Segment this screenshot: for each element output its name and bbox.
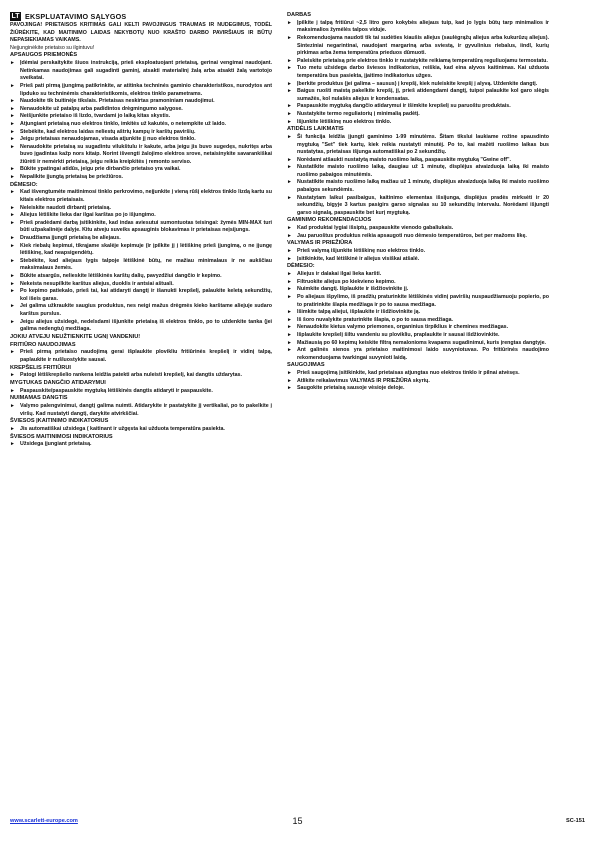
list-item: ► Išimkite talpą aliejui, išplaukite ir išdžiovinkite ją. — [287, 309, 549, 317]
list-item: ► Naudokite tik buitinėje tikslais. Prietaisas neskirtas pramoniniam naudojimui. — [10, 98, 272, 106]
list-item: ► Prieš pirmą prietaiso naudojimą gerai išplaukite plovikliu fritiūrinės krepšelį ir vidinį talpą, paplaukite ir nušluostykite sausai. — [10, 349, 272, 364]
list-item: ► Prieš valymą išjunkite lėtiškinę nuo elektros tinklo. — [287, 248, 549, 256]
operation-list — [287, 20, 549, 126]
list-item: ► Jeigu prietaisas nenaudojamas, visada atjunkite jį nuo elektros tinklo. — [10, 136, 272, 144]
danger-warning: PAVOJINGA! PRIETAISOS KRITIMAS GALI KELTI PAVOJINGUS TRAUMAS IR NUDEGIMUS, TODĖL ŽIŪRĖKITE, KAD MAITINIMO LAIDAS NEKYBOTŲ NUO KRAŠTO DARBO PAVIRŠIAUS IR BŪTŲ NEPASIEKIAMAS VAIKAMS. — [10, 22, 272, 44]
list-item: ► Išjunkite lėtiškinę nuo elektros tinklo. — [287, 119, 549, 127]
right-column — [287, 12, 549, 393]
extension-cord-note: Neįjunginėkite prietaiso su ilgintuvu! — [10, 44, 95, 51]
section-title-row — [10, 12, 272, 21]
timer-list — [287, 134, 549, 218]
heading-removable-lid: NUIMAMAS DANGTIS — [10, 395, 68, 402]
list-item: ► Mažiausią po 60 kepimų keiskite filtrą nemalonioms kvapams sugadinimui, kuris įrengtas dangtyje. — [287, 340, 549, 348]
list-item: ► Išplaukite krepšelį šiltu vandeniu su plovikliu, praplaukite ir sausai išdžiovinkite. — [287, 332, 549, 340]
list-item: ► Nenaudokite už patalpų arba padidintos drėgmingumo salygose. — [10, 106, 272, 114]
list-item: ► Įsitikinkite, kad lėtiškinė ir aliejus visiškai atšalė. — [287, 256, 549, 264]
list-item: ► Prieš saugojimą įsitikinkite, kad prietaisas atjungtas nuo elektros tinklo ir pilnai atvėsęs. — [287, 370, 549, 378]
heading-operation: DARBAS — [287, 12, 311, 18]
list-item: ► Būkite atsargūs, nelieskite lėtiškinės karštų dalių, pavyzdžiui dangčio ir kepimo. — [10, 273, 272, 281]
heading-power-indicator: ŠVIESOS MAITINIMOSI INDIKATORIUS — [10, 433, 113, 440]
list-item: ► Paspauskite mygtuką dangčio atidarymui ir išimkite krepšelį su paruoštu produktais. — [287, 103, 549, 111]
list-item: ► Patogi lėtiškrepšelio rankena leidžia patekti arba nuleisti krepšelį, kai dangtis uždarytas. — [10, 372, 272, 380]
heating-indicator-list — [10, 426, 272, 434]
lid-button-list — [10, 388, 272, 396]
list-item: ► Kiek riebalų kepimui, tikrąjame skalėje kepimuje (ir įpilkite jį į lėtiškinę prieš įjungimą, o ne įjungę lėtiškinę, kad neapsigendėtų. — [10, 243, 272, 258]
list-item: ► Nustatykite termo reguliatorių į minimalią padėtį. — [287, 111, 549, 119]
list-item: ► Paleiskite prietaisą prie elektros tinklo ir nustatykite reikiamą temperatūrą reguliuojamu termostatu. — [287, 58, 549, 66]
list-item: ► Užsidega įjungiant prietaisą. — [10, 441, 272, 449]
list-item: ► Valymo palengvinimui, dangtį galima nuimti. Atidarykite ir pastatykite jį vertikaliai, po to pakelkite į viršų. Kad nustatyti dangtį, darykite atvirkščiai. — [10, 403, 272, 418]
list-item: ► Saugokite prietaisą sausoje vėsioje deloje. — [287, 385, 549, 393]
heading-fryer-use: FRITIŪRO NAUDOJIMAS — [10, 341, 76, 348]
fryer-use-list — [10, 349, 272, 364]
list-item: ► Nenaudokite kietus valymo priemones, organinius tirpiklius ir chemines medžiagas. — [287, 324, 549, 332]
cooking-tips-list — [287, 225, 549, 240]
list-item: ► Įpilkite į talpą fritiūrui ~2,5 litro gero kokybės aliejaus tuip, kad jo lygis būtų tarp minimalios ir maksimalios žymėlės talpos viduje. — [287, 20, 549, 35]
list-item: ► Kad produktai lygiai išsiptų, paspauskite vienodo gabaliukais. — [287, 225, 549, 233]
list-item: ► Neišjunkite prietaiso iš lizdo, tvardami jo laiką kitas skystis. — [10, 113, 272, 121]
page-footer — [10, 818, 585, 830]
list-item: ► Atlikite reikalavimus VALYMAS IR PRIEŽIŪRA skyrių. — [287, 378, 549, 386]
list-item: ► Nepalikite įjungtą prietaisą be priežiūros. — [10, 174, 272, 182]
list-item: ► Nenaudokite prietaisą su sugadintu vilukštulu ir kakute, arba jeigu jis buvo sugedęs, nukritęs arba buvo įgadintas kažp nors kitaip. Norint išvengti žalojimo elektros srove, netaisinykite savarankiškai žiūrėti ir nemėrkti prietaisą, jeigu reikia kreipkitės į remonto serviso. — [10, 144, 272, 167]
list-item: ► Nustatikite maisto ruošimo laiką mažiau už 1 minutę, displėjus atvaizduoja laiką iki maisto ruošimo pabaigos sekundėmis. — [287, 179, 549, 194]
list-item: ► Nustatytam laikui pasibaigus, kaitinimo elementas išsijunga, displėjus pradės mirksėti ir 20 sekundžių, bigyje 3 kartus pasigirs garso signalas su 10 sekundžių intervalu. Norėdami išjungti garso signalą, paspauskite bet kurį mygtuką. — [287, 195, 549, 218]
list-item: ► Būkite ypatingai atidūs, jeigu prie dirbančio prietaiso yra vaikai. — [10, 166, 272, 174]
heading-heating-indicator: ŠVIESOS ĮKAITINIMO INDIKATORIUS — [10, 418, 109, 425]
heading-lid-button: MYGTUKAS DANGČIO ATIDARYMUI — [10, 379, 106, 386]
list-item: ► Aliejus lėtiškite lieka dar ilgai karštas po jo išjungimo. — [10, 212, 272, 220]
list-item: ► Prieš pati pirmą įjungimą patikrinkite, ar atitinka techninės gaminio charakteristikos, nurodytos ant lipduko su techninėmis charakteristikomis, elektros tinklo parametrams. — [10, 83, 272, 98]
heading-attention-2: DĖMESIO: — [287, 263, 315, 270]
website-link[interactable]: www.scarlett-europe.com — [10, 818, 78, 824]
list-item: ► Po aliejaus išpylimo, iš pradžių praturinkite lėtiškinės vidinį paviršių nuspaudžiamuoju popierio, po to pratirinkite šlapia medžiaga ir po to sausa medžiaga. — [287, 294, 549, 309]
list-item: ► Įberkite produktus (jei galima – sausus) į krepšį, kiek nuleiskite krepšį į alyvą. Uždenkite dangtį. — [287, 81, 549, 89]
list-item: ► Neleiskite naudoti dirbantį prietaisą. — [10, 205, 272, 213]
model-number: SC-151 — [566, 818, 585, 824]
list-item: ► Nuimkite dangtį. Išplaukite ir išdžiovinkite jį. — [287, 286, 549, 294]
list-item: ► Įdėmiai perskaitykite šiuos instrukciją, prieš eksploatuojant prietaisą, gerinai vengimai naudojant. Netinkamas naudojimas gali sugadinti gaminį, atsakti materialinį žalą arba atsakti žalą vartotojo sveikatai. — [10, 60, 272, 83]
list-item: ► Nekeista nesupilkite karštus aliejus, duoklis ir antsiai aštuali. — [10, 281, 272, 289]
list-item: ► Prieš pradėdami darbą įsitikinkite, kad indas aviesutui sumontuotas teisingai: žymės MIN-MAX turi būti užpakalinėje dalyje. Kitu atveju suveiks apsauginis blokavimas ir prietaisas neįsijungs. — [10, 220, 272, 235]
heading-safety-measures: APSAUGOS PRIEMONĖS — [10, 52, 78, 59]
heading-cleaning: VALYMAS IR PRIEŽIŪRA — [287, 240, 353, 247]
list-item: ► Ant galinės sienos yra prietaiso maitinimosi laido suvyniotuvas. Po fritiūrinės naudojimo rekomenduojama tvarkingai suvynioti laidą. — [287, 347, 549, 362]
list-item: ► Stebėkite, kad aliejaus lygis talpoje lėtiškinė būtų, ne mažiau minimalaus ir ne aukščiau maksimalaus žemės. — [10, 258, 272, 273]
list-item: ► Tuo metu užsidega darbo šviesos indikatorius, reiškia, kad eina alyvos kaitinimas. Kai užduota temperatūra bus pasiekta, įjaitimo indikatorius užges. — [287, 65, 549, 80]
cleaning-list — [287, 248, 549, 263]
storage-list — [287, 370, 549, 393]
heading-storage: SAUGOJIMAS — [287, 362, 325, 369]
basket-list — [10, 372, 272, 380]
list-item: ► Po kepimo patiekalo, prieš tai, kai atidaryti dangtį ir išanukti krepšelį, palaukite keletą sekundžių, kol išeis garas. — [10, 288, 272, 303]
list-item: ► Jis automatiškai užsidega ( kaitinant ir užgęsta kai užduota temperatūra pasiekta. — [10, 426, 272, 434]
heading-no-water: JOKIU ATVEJU NEUŽTIENKITE UGNĮ VANDENIU! — [10, 333, 141, 340]
power-indicator-list — [10, 441, 272, 449]
attention-list — [10, 189, 272, 333]
attention-list-2 — [287, 271, 549, 362]
heading-cooking-tips: GAMINIMO REKOMENDACIJOS — [287, 217, 372, 224]
list-item: ► Nustatikite maisto ruošimo laiką, daugiau už 1 minutę, displėjus atvaizduoja laiką iki maisto ruošimo pabaigos minutėmis. — [287, 164, 549, 179]
list-item: ► Rekomenduojama naudoti tik tai sudėties kiaušis aliejus (saulėgrąžų aliejus arba kukurūzų aliejus). Sinteziniai negarintinai, naudojant margariną arba sviestą, ir gyvulinius riebalus, iindl, kurių pirkimas arba žema temperatūra prieduos dūmuoti. — [287, 35, 549, 58]
heading-basket: KREPŠELIS FRITIŪRUI — [10, 364, 71, 371]
list-item: ► Draudžiama įjungti prietaisą be aliejaus. — [10, 235, 272, 243]
list-item: ► Filtruokite aliejus po kiekvieno kepimo. — [287, 279, 549, 287]
list-item: ► Atjungiant prietaisą nuo elektros tinklo, imkitės už kakutės, o netempkite už laido. — [10, 121, 272, 129]
list-item: ► Ši funkcija leidžia įjungti gaminimo 1-99 minutėms. Šitam tikslui laukiame rožine spausdinto mygtuką "Set" tiek kartų, kiek reikia nustatyti minutėj. Po to, kai mažėti ruošimo laikas bus nustatytas, prietaisas išjunga automatiškai po 2 sekundžių. — [287, 134, 549, 157]
safety-list — [10, 60, 272, 182]
list-item: ► Norėdami atšaukti nustatytą maisto ruošimo laiką, paspauskite mygtuką "Gwine off". — [287, 157, 549, 165]
list-item: ► Aliejus ir dalakai ilgai lieka karšti. — [287, 271, 549, 279]
list-item: ► Jeigu aliejus užsidegė, nedelsdami išjunkite prietaisą iš elektros tinklo, po to uždenkite tanka (jei galima nedengtu) medžiaga. — [10, 319, 272, 334]
heading-attention: DĖMESIO: — [10, 181, 38, 188]
list-item: ► Baigus ruošti maistą pakelkite krepšį, jį, prieš atidengdami dangtį, tuipoi palaukite kol garo slėgis sumažės, kol nulašės aliejus ir kondensatas. — [287, 88, 549, 103]
language-code-badge: LT — [11, 13, 20, 20]
list-item: ► Stebėkite, kad elektros laidas neliestų aštrių kampų ir karštų paviršių. — [10, 129, 272, 137]
left-column — [10, 12, 272, 449]
removable-lid-list — [10, 403, 272, 418]
list-item: ► Paspauskite/paspauskite mygtuką lėtiškinės dangtis atidaryti ir paspauskite. — [10, 388, 272, 396]
list-item: ► Jau paruoštus produktus reikia apsaugoti nuo dėmesio temperatūros, bet per mažoms likę. — [287, 233, 549, 241]
list-item: ► Kad išvengtumėte maitinimosi tinklo perkrovimo, neįjunkite į vieną rūšį elektros tinklo lizdą kartu su kitais elektros prietaisais. — [10, 189, 272, 204]
list-item: ► Iš šoro nuvalykite praturinkite šlapia, o po to sausa medžiaga. — [287, 317, 549, 325]
heading-timer: ATIDĖLIS LAIKMATIS — [287, 126, 344, 133]
page-number: 15 — [292, 816, 303, 826]
section-title: EKSPLUATAVIMO SĄLYGOS — [25, 12, 127, 21]
list-item: ► Jei galima užkraukite saugius produktus, nes neigi mažus drėgmės kieko karštame aliejuje sudaro karštus purslus. — [10, 303, 272, 318]
